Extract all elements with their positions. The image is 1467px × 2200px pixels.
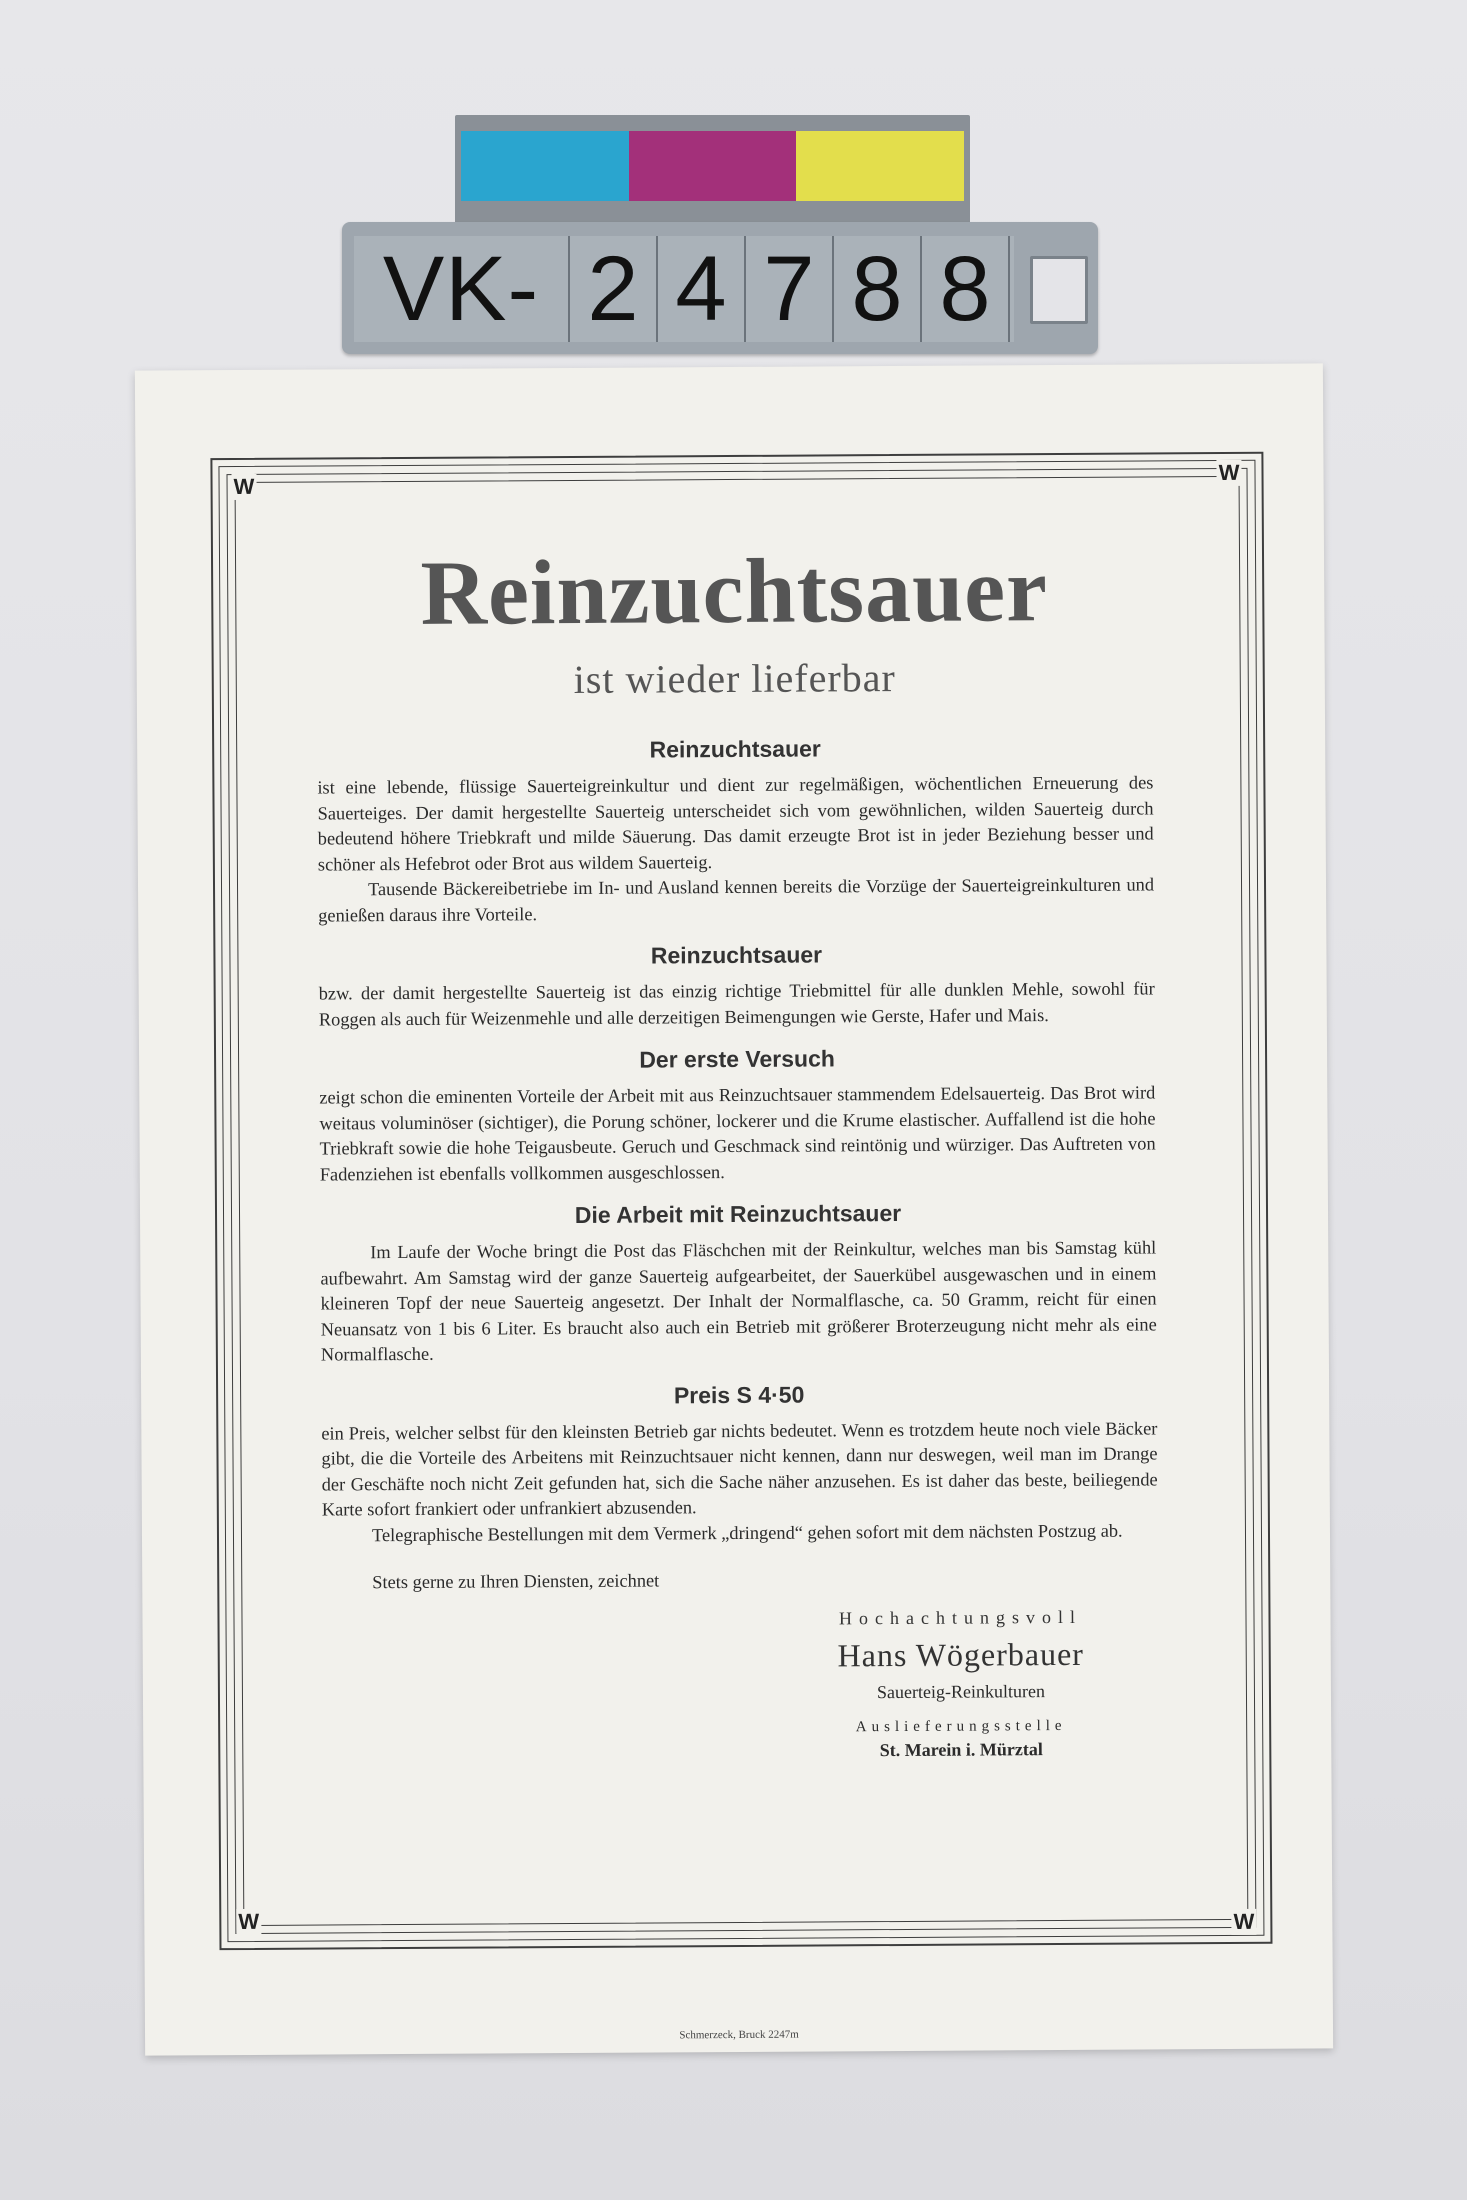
inventory-digit: 8 xyxy=(834,236,922,342)
poster-title: Reinzuchtsauer xyxy=(420,538,1049,644)
corner-mark-top-right: W xyxy=(1217,460,1242,486)
corner-mark-bottom-right: W xyxy=(1232,1909,1257,1935)
color-swatches xyxy=(461,131,964,201)
corner-mark-bottom-left: W xyxy=(236,1909,261,1935)
signature-name: Hans Wögerbauer xyxy=(837,1635,1084,1674)
inventory-digit: 4 xyxy=(658,236,746,342)
inventory-prefix: VK- xyxy=(354,236,570,342)
section-paragraph: Im Laufe der Woche bringt die Post das Fläschchen mit der Reinkultur, welches man bis Samstag kühl aufbewahrt. Am Samstag wird der ganze Sauerteig aufgearbeitet, der Sauerkübel ausgewaschen und in einem kleineren Topf der neue Sauerteig angesetzt. Der Inhalt der Normalflasche, ca. 50 Gramm, reicht für einen Neuansatz von 1 bis 6 Liter. Es braucht also auch ein Betrieb mit größerer Broterzeugung nicht mehr als eine Normalflasche. xyxy=(320,1237,1157,1365)
section-paragraph: Telegraphische Bestellungen mit dem Vermerk „dringend“ gehen sofort mit dem nächsten Postzug ab. xyxy=(371,1520,1123,1545)
magenta-swatch xyxy=(629,131,797,201)
section-heading: Reinzuchtsauer xyxy=(650,941,823,969)
closing-line: Stets gerne zu Ihren Diensten, zeichnet xyxy=(372,1570,660,1593)
yellow-swatch xyxy=(796,131,964,201)
inventory-digit: 2 xyxy=(570,236,658,342)
section-heading: Der erste Versuch xyxy=(639,1045,835,1073)
inventory-digit: 7 xyxy=(746,236,834,342)
color-reference-card xyxy=(455,115,970,227)
poster-sections xyxy=(317,733,1158,1548)
section-heading: Preis S 4·50 xyxy=(673,1381,805,1408)
section-paragraph: ist eine lebende, flüssige Sauerteigreinkultur und dient zur regelmäßigen, wöchentlichen Erneuerung des Sauerteiges. Der damit hergestellte Sauerteig unterscheidet sich vom gewöhnlichen, wilden Sauerteig durch bedeutend höhere Triebkraft und milde Säuerung. Das damit erzeugte Brot ist in jeder Beziehung besser und schöner als Hefebrot oder Brot aus wildem Sauerteig. xyxy=(317,772,1154,875)
inventory-number xyxy=(354,236,1014,342)
section-paragraph: ein Preis, welcher selbst für den kleinsten Betrieb gar nichts bedeutet. Wenn es trotzdem heute noch viele Bäcker gibt, die die Vorteile des Arbeitens mit Reinzuchtsauer nicht kennen, dann nur deswegen, weil man im Drange der Geschäfte noch nicht Zeit gefunden hat, sich die Sache näher anzusehen. Es ist daher das beste, beiliegende Karte sofort frankiert oder unfrankiert abzusenden. xyxy=(321,1417,1158,1520)
section-paragraph: zeigt schon die eminenten Vorteile der Arbeit mit aus Reinzuchtsauer stammendem Edelsauerteig. Das Brot wird weitaus voluminöser (sichtiger), die Porung schöner, lockerer und die Krume elastischer. Auffallend ist die hohe Triebkraft sowie die hohe Teigausbeute. Geruch und Geschmack sind reintönig und würziger. Das Auftreten von Fadenziehen ist ebenfalls vollkommen ausgeschlossen. xyxy=(319,1082,1156,1185)
printer-imprint: Schmerzeck, Bruck 2247m xyxy=(679,2028,799,2042)
section-paragraph: bzw. der damit hergestellte Sauerteig ist das einzig richtige Triebmittel für alle dunklen Mehle, sowohl für Roggen als auch für Weizenmehle und alle derzeitigen Beimengungen wie Gerste, Hafer und Mais. xyxy=(318,978,1155,1030)
poster-sheet xyxy=(135,363,1333,2055)
section-heading: Die Arbeit mit Reinzuchtsauer xyxy=(574,1199,902,1228)
inventory-label-holder xyxy=(342,222,1098,354)
corner-mark-top-left: W xyxy=(231,474,256,500)
cyan-swatch xyxy=(461,131,629,201)
signature-place: St. Marein i. Mürztal xyxy=(879,1739,1043,1761)
section-paragraph: Tausende Bäckereibetriebe im In- und Ausland kennen bereits die Vorzüge der Sauerteigreinkulturen und genießen daraus ihre Vorteile. xyxy=(318,874,1155,926)
poster-content xyxy=(316,538,1159,1764)
poster-subtitle: ist wieder lieferbar xyxy=(573,655,896,702)
section-heading: Reinzuchtsauer xyxy=(649,735,821,763)
inventory-digit: 8 xyxy=(922,236,1010,342)
signature-block xyxy=(762,1606,1159,1761)
signature-company: Sauerteig-Reinkulturen xyxy=(876,1681,1045,1703)
empty-digit-slot xyxy=(1030,256,1088,324)
signature-greeting: Hochachtungsvoll xyxy=(838,1606,1083,1629)
signature-office: Auslieferungsstelle xyxy=(855,1717,1067,1736)
